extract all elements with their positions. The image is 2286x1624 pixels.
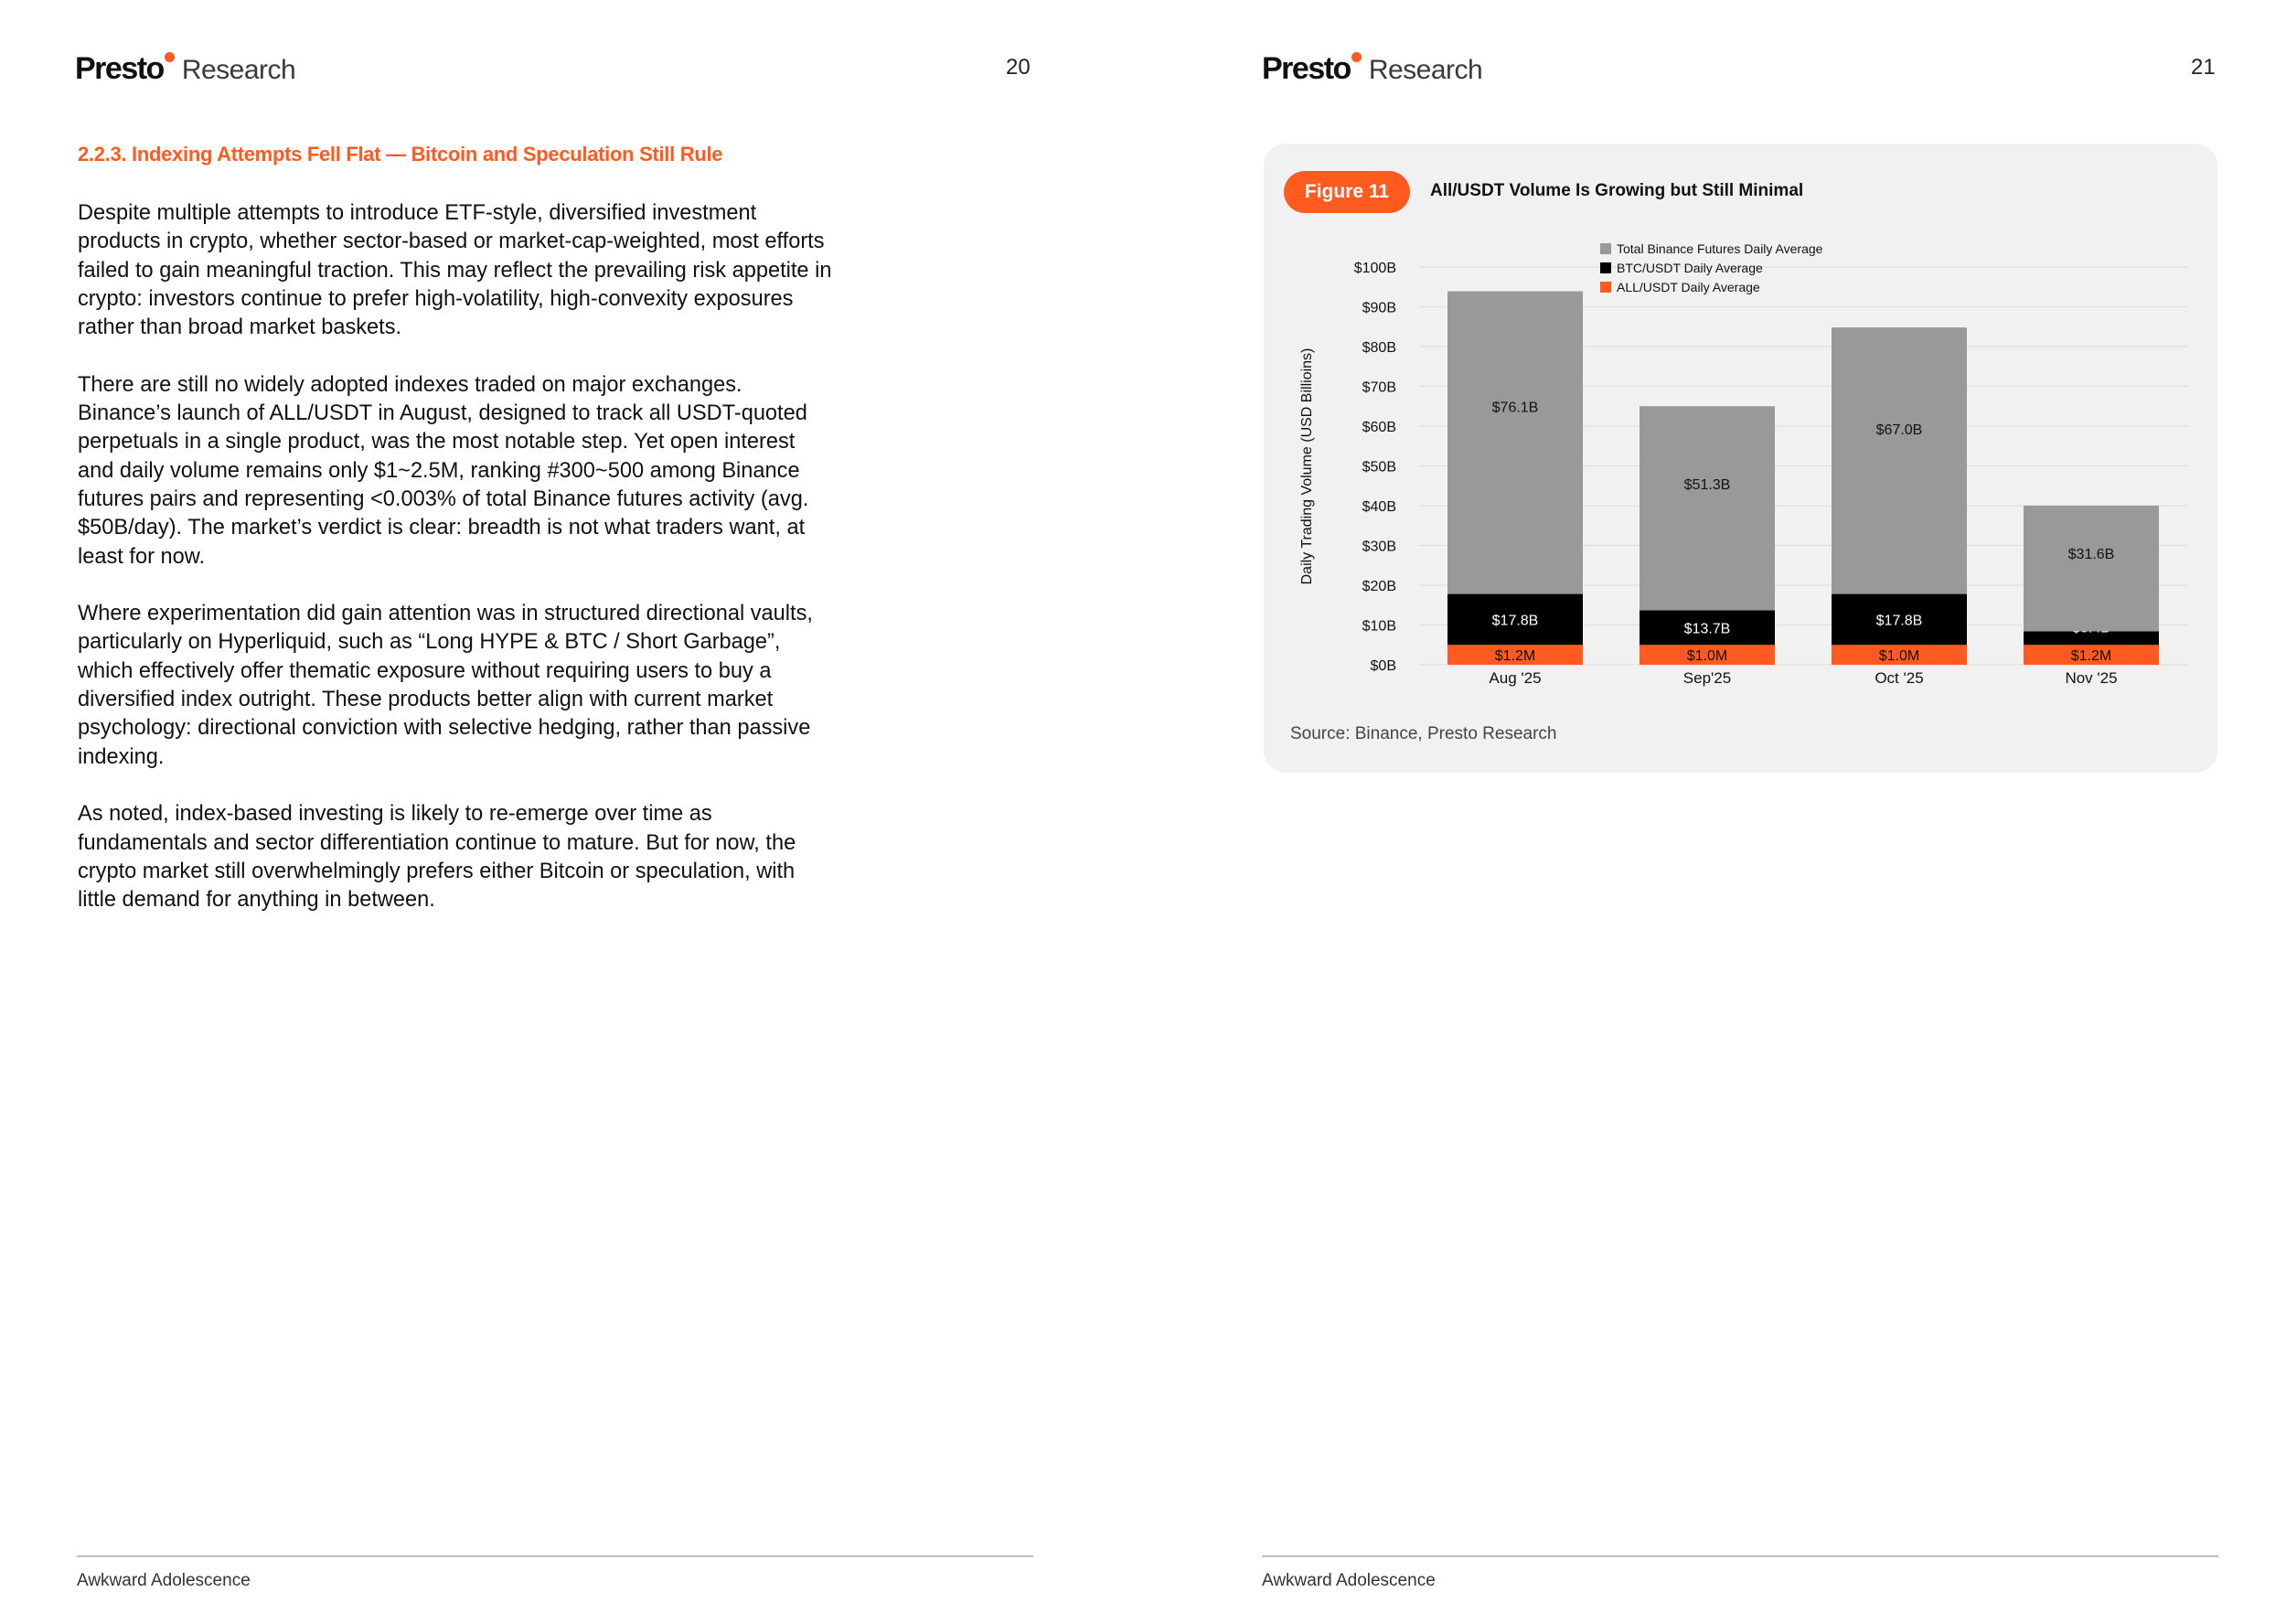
legend-swatch (1600, 243, 1611, 254)
data-label: $17.8B (1491, 613, 1539, 629)
logo-sub: Research (1368, 55, 1483, 85)
page-number: 21 (2191, 55, 2216, 80)
figure-label: Figure 11 (1284, 171, 1410, 213)
legend-swatch (1600, 282, 1611, 293)
legend-label: BTC/USDT Daily Average (1617, 261, 1763, 275)
paragraph-2: There are still no widely adopted indexes traded on major exchanges. Binance’s launch of ALL/USDT in August, designed to track all USDT-quoted perpetuals in a single product, was the most notable step. Yet open interest and daily volume remains only $1~2.5M, ranking #300~500 among Binance futures pairs and representing <0.003% of total Binance futures activity (avg. $50B/day). The market’s verdict is clear: breadth is not what traders want, at least for now. (78, 372, 809, 569)
page-number: 20 (1006, 55, 1031, 80)
data-label: $17.8B (1875, 613, 1923, 629)
y-tick-label: $20B (1362, 579, 1396, 594)
footer-divider (1262, 1555, 2218, 1557)
legend-swatch (1600, 262, 1611, 273)
data-label: $67.0B (1875, 422, 1923, 438)
section-heading: 2.2.3. Indexing Attempts Fell Flat — Bitcoin and Speculation Still Rule (78, 143, 723, 166)
y-tick-label: $40B (1362, 499, 1396, 515)
figure-title: All/USDT Volume Is Growing but Still Minimal (1430, 181, 1804, 200)
footer-divider (77, 1555, 1033, 1557)
logo-sub: Research (181, 55, 296, 85)
x-tick-label: Nov '25 (2065, 669, 2118, 687)
y-tick-label: $30B (1362, 539, 1396, 555)
legend-label: Total Binance Futures Daily Average (1617, 241, 1823, 256)
legend-label: ALL/USDT Daily Average (1617, 280, 1760, 294)
x-tick-label: Oct '25 (1875, 669, 1924, 687)
data-label: $13.7B (1683, 621, 1731, 637)
data-label: $1.0M (1878, 648, 1920, 665)
figure-card (1264, 144, 2217, 773)
y-tick-label: $100B (1353, 261, 1396, 276)
footer-text: Awkward Adolescence (1262, 1571, 1436, 1590)
paragraph-4: As noted, index-based investing is likely to re-emerge over time as fundamentals and sector differentiation continue to mature. But for now, the crypto market still overwhelmingly prefers either Bitcoin or speculation, with little demand for anything in between. (78, 802, 796, 913)
logo-dot-icon (1351, 52, 1362, 62)
logo-brand: Presto (75, 51, 164, 86)
bar-chart (1264, 144, 2217, 710)
data-label: $31.6B (2067, 547, 2115, 563)
x-tick-label: Sep'25 (1682, 669, 1732, 687)
footer-text: Awkward Adolescence (77, 1571, 251, 1590)
y-tick-label: $90B (1362, 300, 1396, 316)
y-tick-label: $70B (1362, 379, 1396, 396)
x-tick-label: Aug '25 (1489, 669, 1542, 687)
y-tick-label: $0B (1370, 658, 1396, 674)
bar-segment (1447, 292, 1583, 594)
y-tick-label: $10B (1362, 618, 1396, 635)
presto-logo (75, 51, 295, 88)
logo-brand: Presto (1262, 51, 1351, 86)
paragraph-3: Where experimentation did gain attention was in structured directional vaults, particularly on Hyperliquid, such as “Long HYPE & BTC / Short Garbage”, which effectively offer thematic exposure without requiring users to buy a diversified index outright. These products better align with current market psychology: directional conviction with selective hedging, rather than passive indexing. (78, 602, 813, 769)
data-label: $1.2M (1494, 648, 1536, 665)
presto-logo (1262, 51, 1482, 88)
paragraph-1: Despite multiple attempts to introduce ETF-style, diversified investment products in crypto, whether sector-based or market-cap-weighted, most efforts failed to gain meaningful traction. This may reflect the prevailing risk appetite in crypto: investors continue to prefer high-volatility, high-convexity exposures rather than broad market baskets. (78, 201, 832, 340)
data-label: $1.0M (1686, 648, 1728, 665)
bar-segment (2024, 506, 2159, 631)
data-label: $51.3B (1683, 477, 1731, 494)
data-label: $1.2M (2070, 648, 2112, 665)
body-text (78, 199, 837, 944)
bar-segment (1832, 327, 1967, 593)
page-right (1143, 0, 2286, 1624)
bar-segment (1640, 406, 1775, 610)
y-tick-label: $60B (1362, 420, 1396, 435)
figure-source: Source: Binance, Presto Research (1290, 724, 1557, 743)
data-label: $76.1B (1491, 400, 1539, 416)
logo-dot-icon (165, 52, 175, 62)
y-tick-label: $80B (1362, 340, 1396, 356)
y-tick-label: $50B (1362, 459, 1396, 475)
y-axis-label: Daily Trading Volume (USD Billioins) (1299, 347, 1315, 585)
